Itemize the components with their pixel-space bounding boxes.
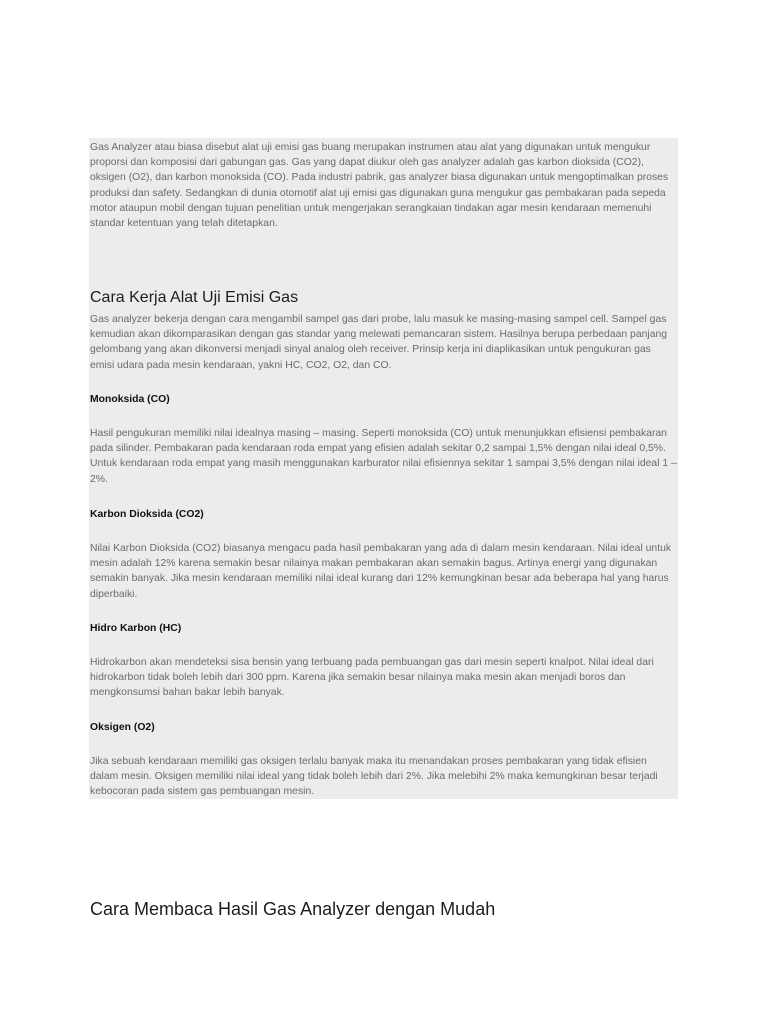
section-paragraph-cara-kerja: Gas analyzer bekerja dengan cara mengambil sampel gas dari probe, lalu masuk ke masing-masing sampel cell. Sampel gas kemudian akan dikomparasikan dengan gas standar yang melewati pemancaran sistem. Hasilnya berupa perbedaan panjang gelombang yang akan dikonversi menjadi sinyal analog oleh receiver. Prinsip kerja ini diaplikasikan untuk pengukuran gas emisi udara pada mesin kendaraan, yakni HC, CO2, O2, dan CO. (90, 314, 668, 371)
section-heading-cara-membaca: Cara Membaca Hasil Gas Analyzer dengan Mudah (90, 899, 496, 919)
subheading-hidro-karbon: Hidro Karbon (HC) (90, 623, 182, 634)
paragraph-oksigen: Jika sebuah kendaraan memiliki gas oksigen terlalu banyak maka itu menandakan proses pembakaran yang tidak efisien dalam mesin. Oksigen memiliki nilai ideal yang tidak boleh lebih dari 2%. Jika melebihi 2% maka kemungkinan besar terjadi kebocoran pada sistem gas pembuangan mesin. (90, 756, 658, 798)
subheading-karbon-dioksida: Karbon Dioksida (CO2) (90, 509, 204, 520)
section-heading-cara-kerja: Cara Kerja Alat Uji Emisi Gas (90, 289, 299, 306)
subheading-monoksida: Monoksida (CO) (90, 394, 170, 405)
intro-paragraph: Gas Analyzer atau biasa disebut alat uji emisi gas buang merupakan instrumen atau alat yang digunakan untuk mengukur proporsi dan komposisi dari gabungan gas. Gas yang dapat diukur oleh gas analyzer adalah gas karbon dioksida (CO2), oksigen (O2), dan karbon monoksida (CO). Pada industri pabrik, gas analyzer biasa digunakan untuk mengoptimalkan proses produksi dan safety. Sedangkan di dunia otomotif alat uji emisi gas digunakan guna mengukur gas pembakaran pada sepeda motor ataupun mobil dengan tujuan penelitian untuk mengerjakan serangkaian tindakan agar mesin kendaraan memenuhi standar ketentuan yang telah ditetapkan. (90, 142, 669, 230)
subheading-oksigen: Oksigen (O2) (90, 722, 155, 733)
paragraph-karbon-dioksida: Nilai Karbon Dioksida (CO2) biasanya mengacu pada hasil pembakaran yang ada di dalam mesin kendaraan. Nilai ideal untuk mesin adalah 12% karena semakin besar nilainya makan pembakaran akan semakin bagus. Artinya energi yang digunakan semakin banyak. Jika mesin kendaraan memiliki nilai ideal kurang dari 12% kemungkinan besar ada beberapa hal yang harus diperbaiki. (90, 543, 672, 600)
paragraph-hidro-karbon: Hidrokarbon akan mendeteksi sisa bensin yang terbuang pada pembuangan gas dari mesin seperti knalpot. Nilai ideal dari hidrokarbon tidak boleh lebih dari 300 ppm. Karena jika semakin besar nilainya maka mesin akan menjadi boros dan mengkonsumsi bahan bakar lebih banyak. (90, 657, 654, 699)
paragraph-monoksida: Hasil pengukuran memiliki nilai idealnya masing – masing. Seperti monoksida (CO) untuk menunjukkan efisiensi pembakaran pada silinder. Pembakaran pada kendaraan roda empat yang efisien adalah sekitar 0,2 sampai 1,5% dengan nilai ideal 0,5%. Untuk kendaraan roda empat yang masih menggunakan karburator nilai efisiennya sekitar 1 sampai 3,5% dengan nilai ideal 1 – 2%. (90, 428, 677, 485)
